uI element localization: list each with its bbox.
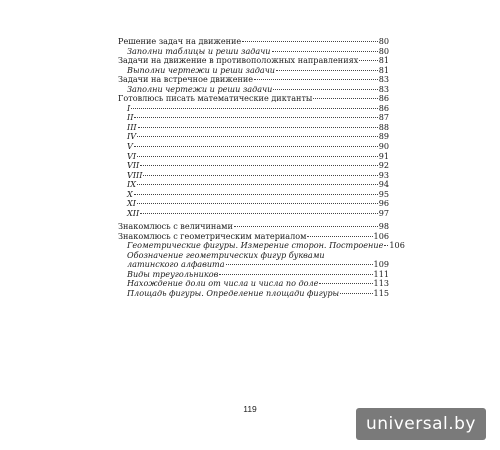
toc-dot-leader: [137, 156, 378, 157]
toc-entry-title: Площадь фигуры. Определение площади фигуры: [127, 287, 340, 298]
toc-dot-leader: [138, 127, 378, 128]
toc-dot-leader: [134, 146, 378, 147]
toc-entry: [118, 113, 389, 123]
toc-entry: [118, 199, 389, 209]
toc-entry-title: III: [127, 121, 137, 132]
toc-dot-leader: [140, 165, 377, 166]
toc-entry-title: IX: [127, 179, 136, 190]
page-number: 119: [243, 404, 257, 414]
table-of-contents: [118, 36, 405, 298]
toc-entry: [118, 142, 389, 152]
toc-entry-title: Геометрические фигуры. Измерение сторон. Построение: [127, 240, 384, 251]
toc-entry: [118, 123, 389, 133]
toc-dot-leader: [137, 203, 378, 204]
toc-dot-leader: [307, 236, 372, 237]
toc-entry-title: Задачи на встречное движение: [118, 74, 254, 85]
toc-entry: [118, 171, 389, 181]
toc-entry-page: 106: [373, 230, 389, 241]
toc-dot-leader: [134, 117, 377, 118]
toc-entry: [118, 209, 389, 219]
toc-entry-page: 91: [378, 150, 389, 161]
toc-entry: [118, 161, 389, 171]
toc-dot-leader: [340, 293, 372, 294]
toc-entry-page: 115: [373, 287, 389, 298]
toc-entry-page: 98: [378, 220, 389, 231]
toc-entry: [118, 132, 389, 142]
toc-dot-leader: [276, 70, 378, 71]
toc-entry-title: IV: [127, 131, 137, 142]
toc-entry-title: VIII: [127, 169, 143, 180]
toc-entry-title: Знакомлюсь с величинами: [118, 220, 233, 231]
toc-entry-page: 83: [378, 74, 389, 85]
toc-dot-leader: [226, 264, 373, 265]
toc-entry-page: 94: [378, 179, 389, 190]
toc-entry-title: II: [127, 112, 134, 123]
toc-entry-title: Задачи на движение в противоположных направлениях: [118, 55, 359, 66]
toc-entry: [118, 190, 389, 200]
toc-dot-leader: [319, 283, 372, 284]
toc-entry-page: 96: [378, 198, 389, 209]
toc-entry-title: VII: [127, 160, 140, 171]
toc-entry: [118, 289, 389, 299]
toc-dot-leader: [254, 79, 378, 80]
toc-dot-leader: [137, 184, 378, 185]
toc-dot-leader: [273, 89, 377, 90]
toc-entry: [118, 104, 389, 114]
toc-entry-page: 97: [378, 207, 389, 218]
toc-dot-leader: [143, 175, 377, 176]
toc-entry-page: 81: [378, 64, 389, 75]
toc-entry-title: XI: [127, 198, 136, 209]
toc-entry: [118, 180, 389, 190]
toc-entry-title: XII: [127, 207, 140, 218]
toc-entry-title: Нахождение доли от числа и числа по доле: [127, 278, 319, 289]
toc-dot-leader: [137, 136, 378, 137]
toc-entry-title: V: [127, 141, 133, 152]
toc-dot-leader: [131, 108, 377, 109]
toc-dot-leader: [234, 226, 378, 227]
toc-entry-title: X: [127, 188, 133, 199]
toc-entry-page: 86: [378, 93, 389, 104]
toc-entry-page: 81: [378, 55, 389, 66]
toc-entry-title: I: [127, 102, 131, 113]
toc-entry-page: 93: [378, 169, 389, 180]
toc-entry-title: Обозначение геометрических фигур буквами: [127, 249, 325, 260]
toc-entry-page: 86: [378, 102, 389, 113]
toc-entry-page: 90: [378, 141, 389, 152]
toc-dot-leader: [140, 213, 378, 214]
toc-entry-title: Знакомлюсь с геометрическим материалом: [118, 230, 307, 241]
toc-entry-page: 106: [389, 240, 405, 251]
toc-dot-leader: [313, 98, 377, 99]
toc-dot-leader: [134, 194, 378, 195]
toc-entry-page: 80: [378, 45, 389, 56]
toc-dot-leader: [219, 274, 372, 275]
toc-dot-leader: [242, 41, 377, 42]
toc-entry-title: Заполни таблицы и реши задачи: [127, 45, 271, 56]
toc-entry-page: 113: [373, 278, 389, 289]
watermark: universal.by: [356, 408, 486, 440]
toc-entry-page: 88: [378, 121, 389, 132]
toc-entry-title: Выполни чертежи и реши задачи: [127, 64, 276, 75]
toc-dot-leader: [359, 60, 377, 61]
toc-entry-page: 111: [373, 268, 389, 279]
toc-dot-leader: [384, 245, 388, 246]
toc-entry-page: 92: [378, 160, 389, 171]
toc-entry: [118, 94, 389, 104]
toc-entry-page: 95: [378, 188, 389, 199]
toc-entry-title: Готовлюсь писать математические диктанты: [118, 93, 313, 104]
toc-entry-page: 109: [373, 259, 389, 270]
toc-entry-title: латинского алфавита: [127, 259, 225, 270]
toc-dot-leader: [272, 51, 378, 52]
toc-entry: [118, 152, 389, 162]
toc-entry-title: Виды треугольников: [127, 268, 219, 279]
toc-entry-page: 87: [378, 112, 389, 123]
toc-entry-page: 83: [378, 83, 389, 94]
toc-entry-title: VI: [127, 150, 137, 161]
toc-entry-page: 80: [378, 36, 389, 46]
toc-entry-page: 89: [378, 131, 389, 142]
toc-entry-title: Заполни чертежи и реши задачи: [127, 83, 273, 94]
toc-entry-title: Решение задач на движение: [118, 36, 242, 46]
